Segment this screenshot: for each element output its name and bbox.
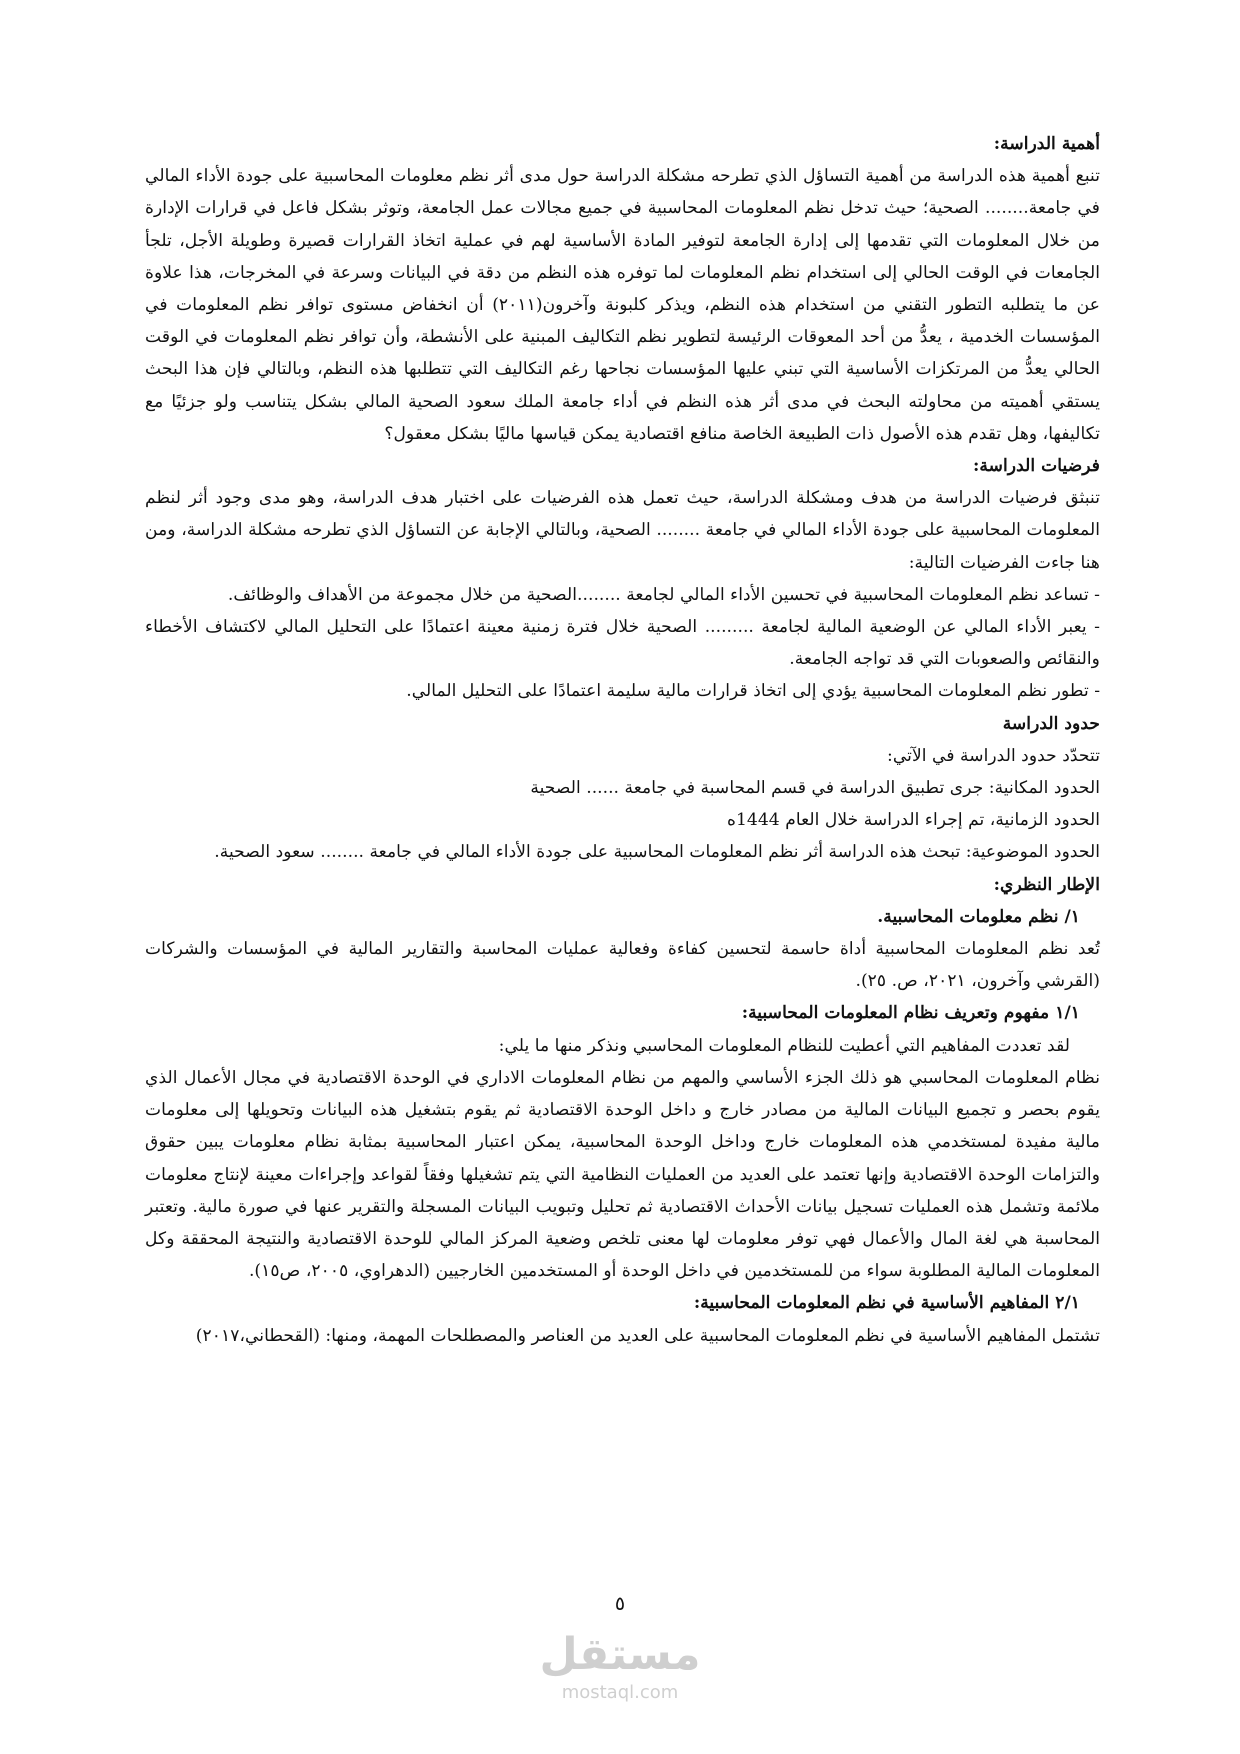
- limit-subject: الحدود الموضوعية: تبحث هذه الدراسة أثر نظم المعلومات المحاسبية على جودة الأداء المالي في جامعة ........ سعود الصحية.: [214, 842, 1100, 863]
- limit-spatial: الحدود المكانية: جرى تطبيق الدراسة في قسم المحاسبة في جامعة ...... الصحية: [530, 778, 1100, 799]
- heading-study-limits: حدود الدراسة: [1002, 713, 1100, 734]
- paragraph-limits-intro: تتحدّد حدود الدراسة في الآتي:: [887, 745, 1100, 766]
- paragraph-ais-definition: نظام المعلومات المحاسبي هو ذلك الجزء الأساسي والمهم من نظام المعلومات الاداري في الوحدة الاقتصادية في مجال الأعمال الذي يقوم بحصر و تجميع البيانات المالية من مصادر خارج و داخل الوحدة الاقتصادية ثم يقوم بتشغيل هذه البيانات وتحويلها إلى معلومات مالية مفيدة لمستخدمي هذه المعلومات خارج وداخل الوحدة المحاسبية، يمكن اعتبار المحاسبية بمثابة نظام معلومات يبين حقوق والتزامات الوحدة الاقتصادية وإنها تعتمد على العديد من العمليات النظامية التي يتم تشغيلها وفقاً لقواعد وإجراءات معينة لإنتاج معلومات ملائمة وتشمل هذه العمليات تسجيل بيانات الأحداث الاقتصادية ثم تحليل وتبويب البيانات المسجلة والتقرير عنها في صورة مالية. وتعتبر المحاسبة هي لغة المال والأعمال فهي توفر معلومات لها معنى تلخص وضعية المركز المالي للوحدة الاقتصادية والنتيجة المحققة وكل المعلومات المالية المطلوبة سواء من للمستخدمين في داخل الوحدة أو المستخدمين الخارجيين (الدهراوي، ٢٠٠٥، ص١٥).: [145, 1067, 1100, 1282]
- page-number: ٥: [614, 1593, 626, 1615]
- heading-study-importance: أهمية الدراسة:: [993, 134, 1100, 154]
- watermark-latin: mostaql.com: [561, 1682, 679, 1703]
- paragraph-ais: تُعد نظم المعلومات المحاسبية أداة حاسمة لتحسين كفاءة وفعالية عمليات المحاسبة والتقارير المالية في المؤسسات والشركات (القرشي وآخرون، ٢٠٢١، ص. ٢٥).: [145, 939, 1100, 992]
- mostaql-watermark: [535, 1629, 705, 1704]
- limit-temporal: الحدود الزمانية، تم إجراء الدراسة خلال العام 1444ه: [726, 810, 1100, 831]
- heading-basic-concepts: ٢/١ المفاهيم الأساسية في نظم المعلومات المحاسبية:: [693, 1293, 1080, 1314]
- hypothesis-item: - تساعد نظم المعلومات المحاسبية في تحسين الأداء المالي لجامعة ........الصحية من خلال مجموعة من الأهداف والوظائف.: [227, 584, 1100, 605]
- heading-theoretical-framework: الإطار النظري:: [993, 874, 1100, 895]
- document-body: [145, 128, 1100, 1352]
- hypothesis-item: - يعبر الأداء المالي عن الوضعية المالية لجامعة ......... الصحية خلال فترة زمنية معينة اعتمادًا على التحليل المالي لاكتشاف الأخطاء والنقائص والصعوبات التي قد تواجه الجامعة.: [145, 617, 1100, 670]
- paragraph-basic-concepts: تشتمل المفاهيم الأساسية في نظم المعلومات المحاسبية على العديد من العناصر والمصطلحات المهمة، ومنها: (القحطاني،٢٠١٧): [195, 1325, 1100, 1346]
- heading-study-hypotheses: فرضيات الدراسة:: [973, 456, 1100, 477]
- hypothesis-item: - تطور نظم المعلومات المحاسبية يؤدي إلى اتخاذ قرارات مالية سليمة اعتمادًا على التحليل المالي.: [406, 681, 1100, 702]
- watermark-arabic: مستقل: [539, 1629, 701, 1680]
- paragraph-concept-intro: لقد تعددت المفاهيم التي أعطيت للنظام المعلومات المحاسبي ونذكر منها ما يلي:: [498, 1035, 1070, 1056]
- heading-ais: ١/ نظم معلومات المحاسبية.: [877, 906, 1080, 927]
- heading-ais-concept: ١/١ مفهوم وتعريف نظام المعلومات المحاسبية:: [741, 1003, 1080, 1024]
- paragraph-hypotheses-intro: تنبثق فرضيات الدراسة من هدف ومشكلة الدراسة، حيث تعمل هذه الفرضيات على اختبار هدف الدراسة، وهو مدى وجود أثر لنظم المعلومات المحاسبية على جودة الأداء المالي في جامعة ........ الصحية، وبالتالي الإجابة عن التساؤل الذي تطرحه مشكلة الدراسة، ومن هنا جاءت الفرضيات التالية:: [145, 488, 1100, 573]
- paragraph-study-importance: تنبع أهمية هذه الدراسة من أهمية التساؤل الذي تطرحه مشكلة الدراسة حول مدى أثر نظم معلومات المحاسبية على جودة الأداء المالي في جامعة........ الصحية؛ حيث تدخل نظم المعلومات المحاسبية في جميع مجالات عمل الجامعة، وتوثر بشكل فاعل في قرارات الإدارة من خلال المعلومات التي تقدمها إلى إدارة الجامعة لتوفير المادة الأساسية لهم في عملية اتخاذ القرارات قصيرة وطويلة الأجل، تلجأ الجامعات في الوقت الحالي إلى استخدام نظم المعلومات لما توفره هذه النظم من دقة في البيانات وسرعة في المخرجات، هذا علاوة عن ما يتطلبه التطور التقني من استخدام هذه النظم، ويذكر كلبونة وآخرون(٢٠١١) أن انخفاض مستوى توافر نظم المعلومات في المؤسسات الخدمية ، يعدُّ من أحد المعوقات الرئيسة لتطوير نظم التكاليف المبنية على الأنشطة، وأن توافر نظم المعلومات في الوقت الحالي يعدُّ من المرتكزات الأساسية التي تبني عليها المؤسسات نجاحها رغم التكاليف التي تتطلبها هذه النظم، وبالتالي فإن هذا البحث يستقي أهميته من محاولته البحث في مدى أثر هذه النظم في أداء جامعة الملك سعود الصحية المالي بشكل يتناسب ولو جزئيًا مع تكاليفها، وهل تقدم هذه الأصول ذات الطبيعة الخاصة منافع اقتصادية يمكن قياسها ماليًا بشكل معقول؟: [145, 166, 1100, 444]
